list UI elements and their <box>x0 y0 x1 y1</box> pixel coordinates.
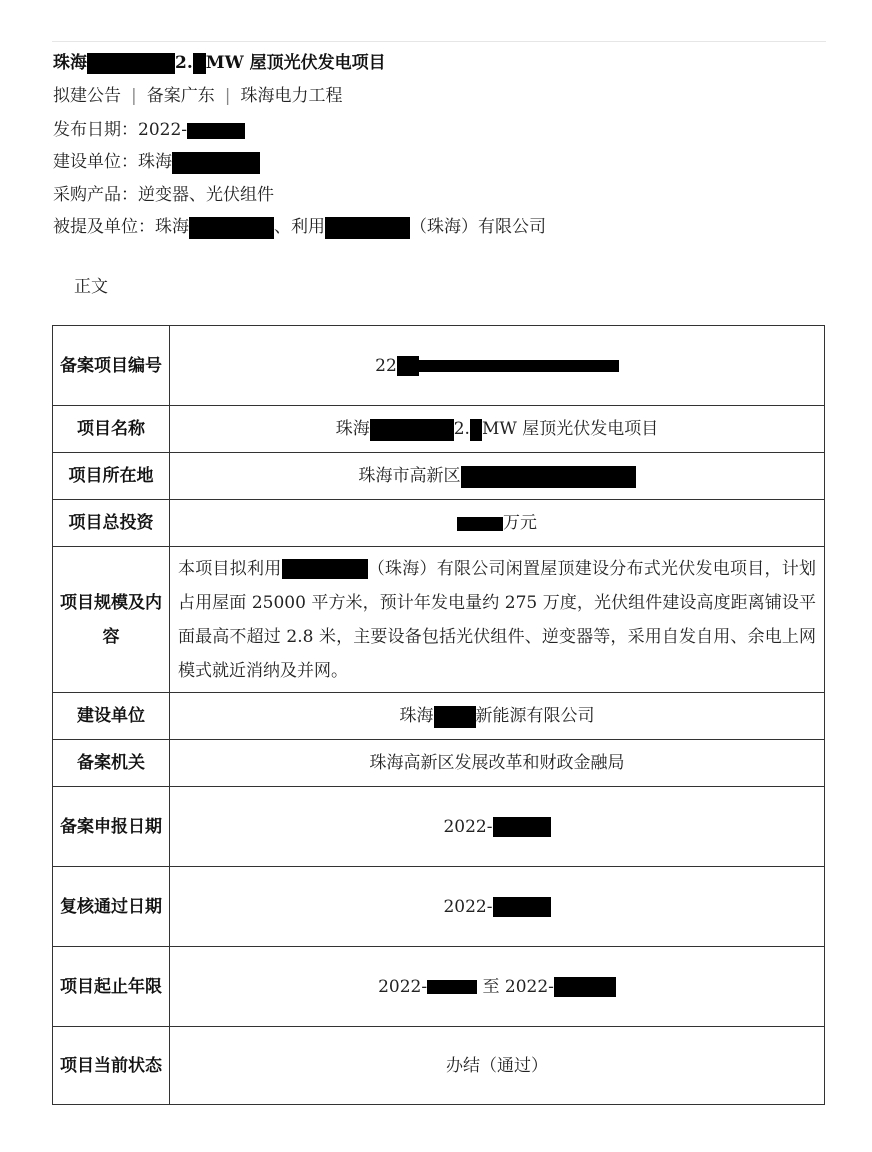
redaction-block <box>87 53 175 74</box>
redaction-block <box>470 419 482 441</box>
table-row <box>53 500 825 547</box>
redaction-block <box>434 706 476 728</box>
redaction-block <box>461 466 636 488</box>
builder-value-cell <box>170 693 825 740</box>
tag-item[interactable]: 备案广东 <box>146 86 215 106</box>
builder-name-part: 珠海 <box>399 706 434 726</box>
table-row <box>53 947 825 1027</box>
builder-line <box>53 147 260 174</box>
scale-content-text: （珠海）有限公司闲置屋顶建设分布式光伏发电项目，计划占用屋面 25000 平方米，预计年发电量约 275 万度，光伏组件建设高度距离铺设平面最高不超过 2.8 米，主要设备包括光伏组件、逆变器等，采用自发自用、余电上网模式就近消纳及并网。 <box>178 558 816 681</box>
project-name-part: MW 屋顶光伏发电项目 <box>481 419 659 439</box>
project-name-part: 2. <box>453 419 470 439</box>
publish-date-line <box>53 115 245 140</box>
tag-item[interactable]: 珠海电力工程 <box>240 86 343 106</box>
period-start-text: 2022- <box>378 976 428 997</box>
table-row <box>53 406 825 453</box>
filing-date-value <box>170 787 825 867</box>
redaction-block <box>554 977 616 997</box>
mentioned-company-a[interactable]: 珠海 <box>155 217 189 237</box>
table-row <box>53 787 825 867</box>
redaction-block <box>370 419 454 441</box>
redaction-block <box>325 217 410 239</box>
title-suffix: MW 屋顶光伏发电项目 <box>205 53 386 73</box>
label-scale-content: 项目规模及内容 <box>53 547 170 693</box>
publish-date-value: 2022- <box>138 120 188 140</box>
mentioned-separator: 、利用 <box>274 217 325 237</box>
body-heading: 正文 <box>74 277 108 297</box>
label-review-date: 复核通过日期 <box>53 867 170 947</box>
total-investment-unit: 万元 <box>503 513 537 533</box>
label-project-period: 项目起止年限 <box>53 947 170 1027</box>
label-total-investment: 项目总投资 <box>53 500 170 547</box>
label-filing-date: 备案申报日期 <box>53 787 170 867</box>
project-period-value <box>170 947 825 1027</box>
products-label: 采购产品： <box>53 185 138 205</box>
table-row <box>53 453 825 500</box>
filing-date-text: 2022- <box>443 816 493 837</box>
tag-row <box>53 81 342 106</box>
products-value: 逆变器、光伏组件 <box>138 185 274 205</box>
title-prefix: 珠海 <box>53 53 87 73</box>
redaction-block <box>427 980 477 994</box>
period-end-text: 至 2022- <box>482 976 554 997</box>
redaction-block <box>397 356 419 376</box>
project-name-part: 珠海 <box>335 419 370 439</box>
redaction-block <box>193 53 206 74</box>
filing-record-table <box>52 325 825 1105</box>
label-project-status: 项目当前状态 <box>53 1027 170 1105</box>
publish-date-label: 发布日期： <box>53 120 138 140</box>
top-divider <box>52 41 826 42</box>
project-status-value: 办结（通过） <box>170 1027 825 1105</box>
table-row <box>53 693 825 740</box>
tag-separator: | <box>224 86 231 106</box>
table-row <box>53 867 825 947</box>
builder-name-part: 新能源有限公司 <box>475 706 595 726</box>
tag-item[interactable]: 拟建公告 <box>53 86 121 106</box>
builder-label: 建设单位： <box>53 152 138 172</box>
products-line <box>53 180 274 205</box>
label-builder: 建设单位 <box>53 693 170 740</box>
scale-content-value <box>170 547 825 693</box>
project-name-value <box>170 406 825 453</box>
review-date-text: 2022- <box>443 896 493 917</box>
redaction-block <box>172 152 260 174</box>
redaction-block <box>457 517 503 531</box>
label-filing-authority: 备案机关 <box>53 740 170 787</box>
tag-separator: | <box>131 86 137 106</box>
scale-content-text: 本项目拟利用 <box>178 558 282 579</box>
label-project-name: 项目名称 <box>53 406 170 453</box>
builder-value: 珠海 <box>138 152 172 172</box>
mentioned-company-b[interactable]: （珠海）有限公司 <box>410 217 546 237</box>
project-location-text: 珠海市高新区 <box>358 466 461 486</box>
table-row <box>53 326 825 406</box>
mentioned-line <box>53 212 546 239</box>
redaction-block <box>282 559 368 579</box>
project-location-value <box>170 453 825 500</box>
label-filing-number: 备案项目编号 <box>53 326 170 406</box>
redaction-block <box>189 217 274 239</box>
review-date-value <box>170 867 825 947</box>
redaction-block <box>493 897 551 917</box>
project-title <box>53 48 386 74</box>
redaction-block <box>493 817 551 837</box>
table-row <box>53 1027 825 1105</box>
filing-authority-value: 珠海高新区发展改革和财政金融局 <box>170 740 825 787</box>
label-project-location: 项目所在地 <box>53 453 170 500</box>
filing-number-value <box>170 326 825 406</box>
mentioned-label: 被提及单位： <box>53 217 155 237</box>
redaction-block <box>187 123 245 139</box>
table-row <box>53 740 825 787</box>
table-row <box>53 547 825 693</box>
filing-number-prefix: 22 <box>375 355 397 376</box>
redaction-block <box>419 360 619 372</box>
title-mid: 2. <box>175 53 193 73</box>
total-investment-value <box>170 500 825 547</box>
